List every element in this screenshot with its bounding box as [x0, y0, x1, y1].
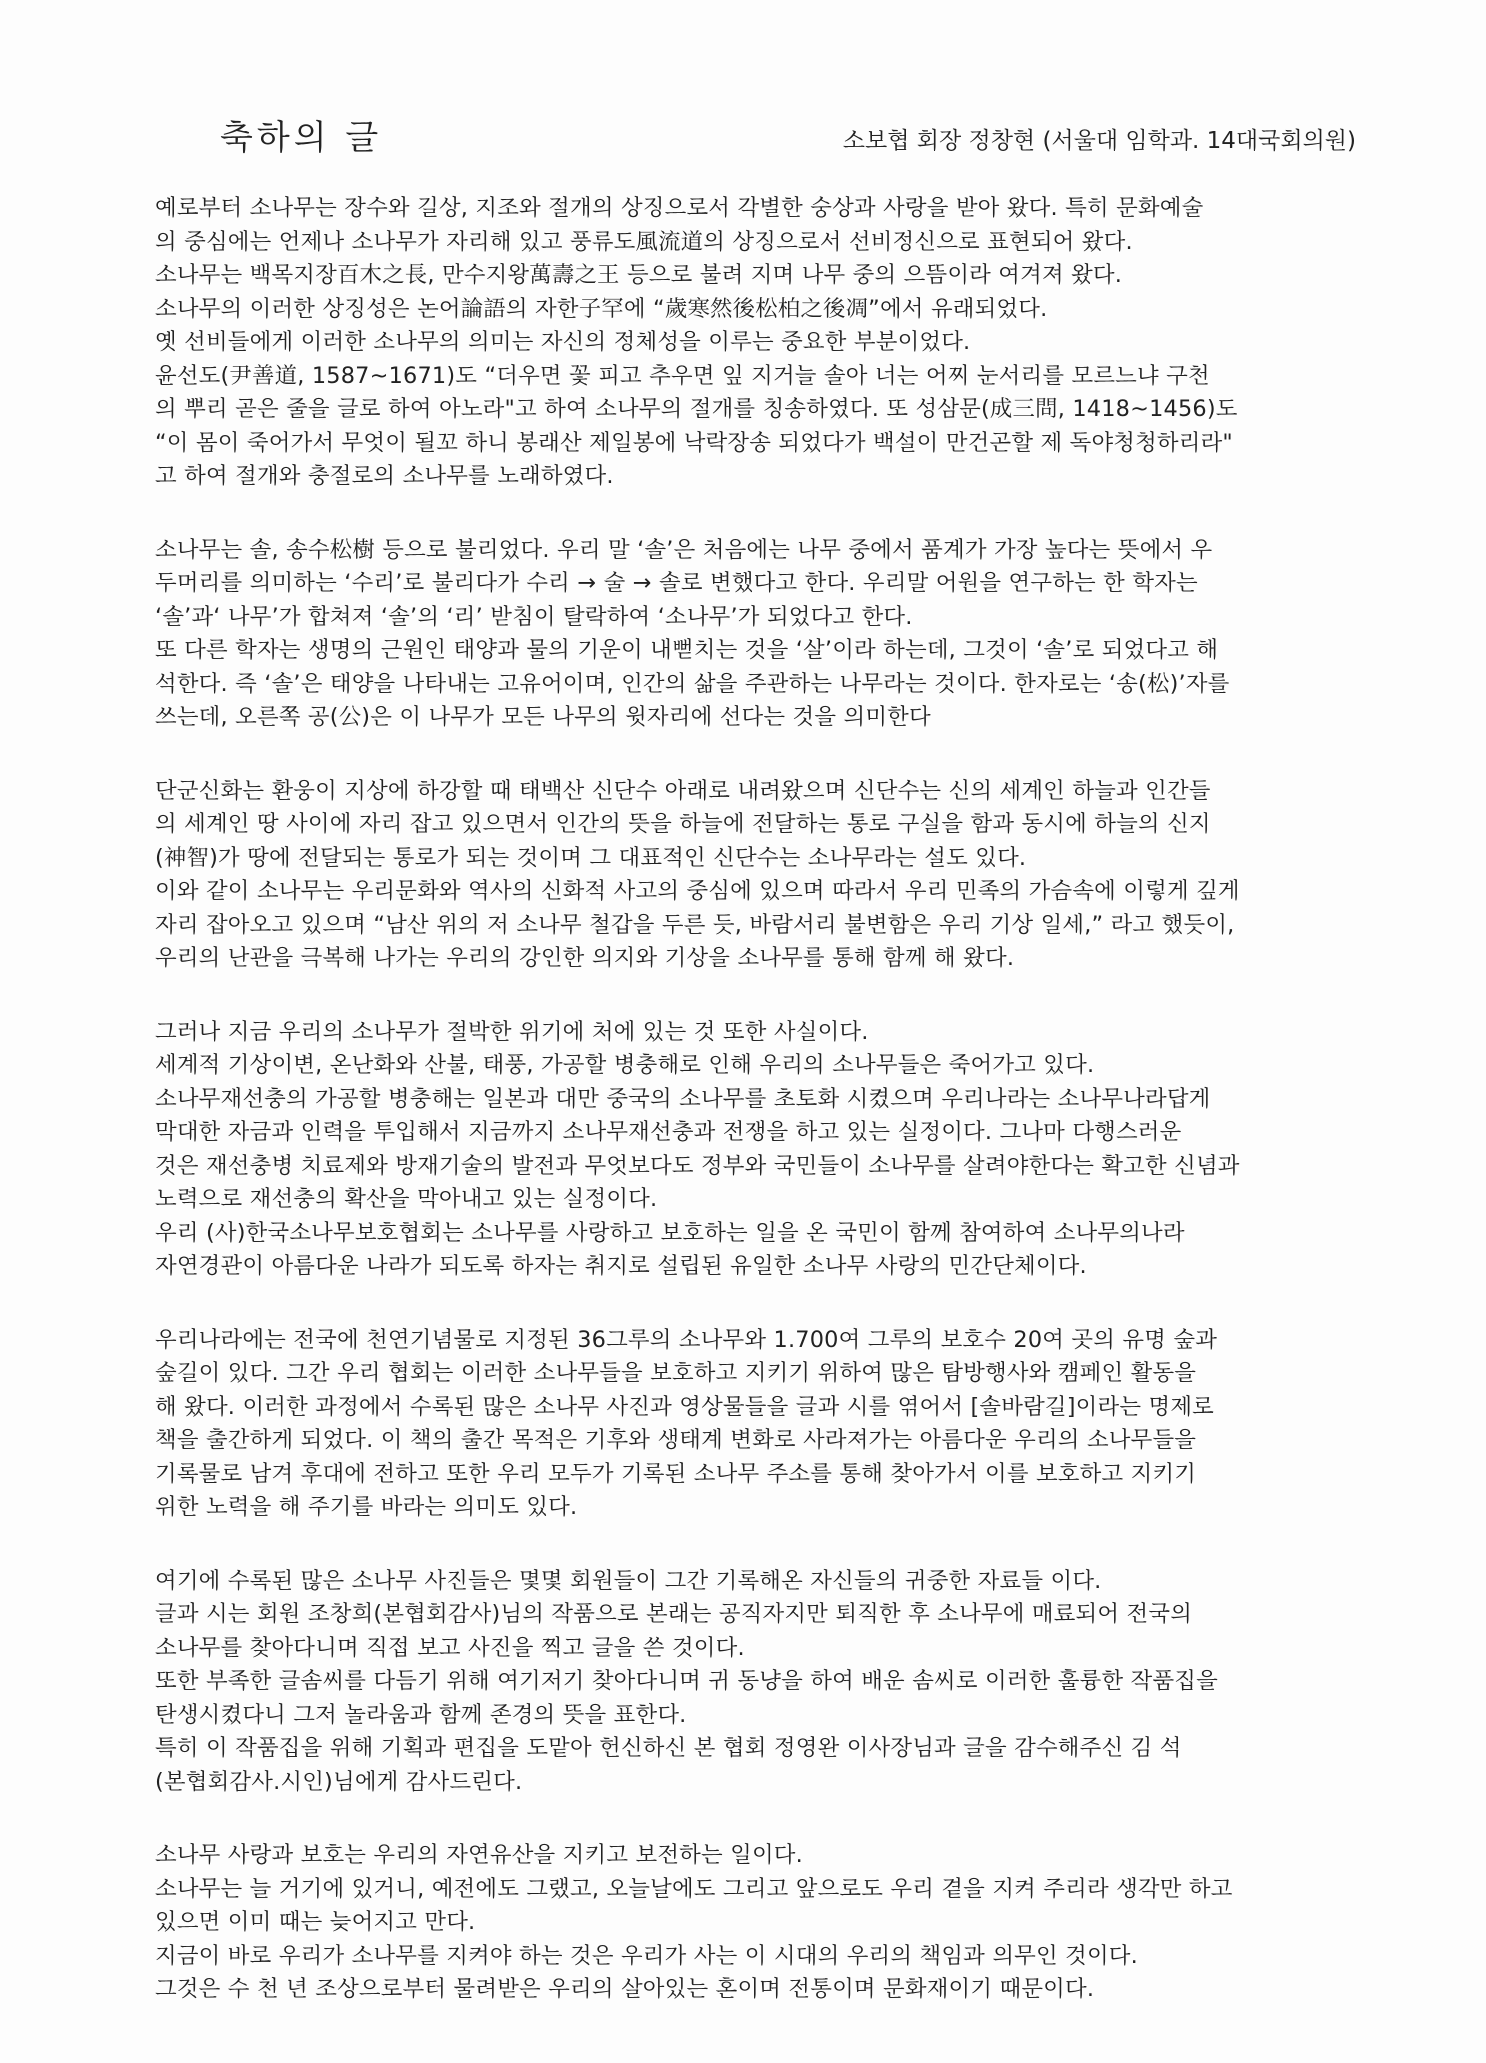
- document-title: 축하의 글: [220, 118, 383, 158]
- text-line: 소나무는 솔, 송수松樹 등으로 불리었다. 우리 말 ‘솔’은 처음에는 나무 중에서 품계가 가장 높다는 뜻에서 우: [155, 536, 1213, 563]
- text-line: 숲길이 있다. 그간 우리 협회는 이러한 소나무들을 보호하고 지키기 위하여 많은 탐방행사와 캠페인 활동을: [155, 1360, 1197, 1386]
- text-line: 세계적 기상이변, 온난화와 산불, 태풍, 가공할 병충해로 인해 우리의 소나무들은 죽어가고 있다.: [155, 1052, 1095, 1078]
- text-line: 석한다. 즉 ‘솔’은 태양을 나타내는 고유어이며, 인간의 삶을 주관하는 나무라는 것이다. 한자로는 ‘송(松)’자를: [155, 670, 1230, 697]
- text-line: 쓰는데, 오른쪽 공(公)은 이 나무가 모든 나무의 윗자리에 선다는 것을 의미한다: [155, 704, 931, 730]
- text-line: 소나무는 늘 거기에 있거니, 예전에도 그랬고, 오늘날에도 그리고 앞으로도 우리 곁을 지켜 주리라 생각만 하고: [155, 1875, 1233, 1902]
- paragraph: [155, 1565, 1395, 1800]
- text-line: 우리나라에는 전국에 천연기념물로 지정된 36그루의 소나무와 1.700여 그루의 보호수 20여 곳의 유명 숲과: [155, 1326, 1218, 1353]
- text-line: 단군신화는 환웅이 지상에 하강할 때 태백산 신단수 아래로 내려왔으며 신단수는 신의 세계인 하늘과 인간들: [155, 777, 1211, 804]
- text-line: 소나무의 이러한 상징성은 논어論語의 자한子罕에 “歲寒然後松柏之後凋”에서 유래되었다.: [155, 295, 1048, 322]
- text-line: 것은 재선충병 치료제와 방재기술의 발전과 무엇보다도 정부와 국민들이 소나무를 살려야한다는 확고한 신념과: [155, 1152, 1240, 1179]
- text-line: 소나무는 백목지장百木之長, 만수지왕萬壽之王 등으로 불려 지며 나무 중의 으뜸이라 여겨져 왔다.: [155, 262, 1123, 288]
- paragraph: [155, 1324, 1395, 1525]
- text-line: ‘솔’과‘ 나무’가 합쳐져 ‘솔’의 ‘리’ 받침이 탈락하여 ‘소나무’가 되었다고 한다.: [155, 603, 913, 630]
- text-line: (본협회감사.시인)님에게 감사드린다.: [155, 1768, 523, 1795]
- paragraph: [155, 192, 1395, 494]
- text-line: 소나무 사랑과 보호는 우리의 자연유산을 지키고 보전하는 일이다.: [155, 1842, 803, 1868]
- text-line: 글과 시는 회원 조창희(본협회감사)님의 작품으로 본래는 공직자지만 퇴직한 후 소나무에 매료되어 전국의: [155, 1601, 1193, 1627]
- paragraph: [155, 1016, 1395, 1284]
- paragraph: [155, 1839, 1395, 2007]
- text-line: 이와 같이 소나무는 우리문화와 역사의 신화적 사고의 중심에 있으며 따라서 우리 민족의 가슴속에 이렇게 깊게: [155, 878, 1240, 904]
- text-line: 막대한 자금과 인력을 투입해서 지금까지 소나무재선충과 전쟁을 하고 있는 실정이다. 그나마 다행스러운: [155, 1119, 1182, 1145]
- text-line: 그것은 수 천 년 조상으로부터 물려받은 우리의 살아있는 혼이며 전통이며 문화재이기 때문이다.: [155, 1976, 1095, 2002]
- text-line: 우리의 난관을 극복해 나가는 우리의 강인한 의지와 기상을 소나무를 통해 함께 해 왔다.: [155, 945, 1015, 971]
- text-line: 또 다른 학자는 생명의 근원인 태양과 물의 기운이 내뻗치는 것을 ‘살’이라 하는데, 그것이 ‘솔’로 되었다고 해: [155, 637, 1219, 663]
- text-line: 위한 노력을 해 주기를 바라는 의미도 있다.: [155, 1494, 578, 1520]
- text-line: 그러나 지금 우리의 소나무가 절박한 위기에 처에 있는 것 또한 사실이다.: [155, 1018, 869, 1045]
- text-line: 소나무재선충의 가공할 병충해는 일본과 대만 중국의 소나무를 초토화 시켰으며 우리나라는 소나무나라답게: [155, 1085, 1211, 1112]
- text-line: 우리 (사)한국소나무보호협회는 소나무를 사랑하고 보호하는 일을 온 국민이 함께 참여하여 소나무의나라: [155, 1219, 1185, 1246]
- text-line: 지금이 바로 우리가 소나무를 지켜야 하는 것은 우리가 사는 이 시대의 우리의 책임과 의무인 것이다.: [155, 1942, 1138, 1969]
- paragraph: [155, 534, 1395, 735]
- text-line: 탄생시켰다니 그저 놀라움과 함께 존경의 뜻을 표한다.: [155, 1701, 687, 1728]
- text-line: 자리 잡아오고 있으며 “남산 위의 저 소나무 철갑을 두른 듯, 바람서리 불변함은 우리 기상 일세,” 라고 했듯이,: [155, 911, 1235, 938]
- text-line: 자연경관이 아름다운 나라가 되도록 하자는 취지로 설립된 유일한 소나무 사랑의 민간단체이다.: [155, 1253, 1087, 1279]
- text-line: 책을 출간하게 되었다. 이 책의 출간 목적은 기후와 생태계 변화로 사라져가는 아름다운 우리의 소나무들을: [155, 1427, 1197, 1453]
- document-body: [155, 192, 1395, 2043]
- text-line: 고 하여 절개와 충절로의 소나무를 노래하였다.: [155, 463, 614, 489]
- text-line: 또한 부족한 글솜씨를 다듬기 위해 여기저기 찾아다니며 귀 동냥을 하여 배운 솜씨로 이러한 훌륭한 작품집을: [155, 1668, 1218, 1694]
- text-line: 의 중심에는 언제나 소나무가 자리해 있고 풍류도風流道의 상징으로서 선비정신으로 표현되어 왔다.: [155, 228, 1133, 255]
- text-line: 옛 선비들에게 이러한 소나무의 의미는 자신의 정체성을 이루는 중요한 부분이었다.: [155, 329, 971, 355]
- text-line: 윤선도(尹善道, 1587~1671)도 “더우면 꽃 피고 추우면 잎 지거늘 솔아 너는 어찌 눈서리를 모르느냐 구천: [155, 362, 1210, 389]
- text-line: 여기에 수록된 많은 소나무 사진들은 몇몇 회원들이 그간 기록해온 자신들의 귀중한 자료들 이다.: [155, 1567, 1102, 1594]
- text-line: 기록물로 남겨 후대에 전하고 또한 우리 모두가 기록된 소나무 주소를 통해 찾아가서 이를 보호하고 지키기: [155, 1460, 1197, 1487]
- text-line: 예로부터 소나무는 장수와 길상, 지조와 절개의 상징으로서 각별한 숭상과 사랑을 받아 왔다. 특히 문화예술: [155, 195, 1204, 221]
- text-line: 노력으로 재선충의 확산을 막아내고 있는 실정이다.: [155, 1186, 658, 1212]
- paragraph: [155, 775, 1395, 976]
- text-line: 의 세계인 땅 사이에 자리 잡고 있으면서 인간의 뜻을 하늘에 전달하는 통로 구실을 함과 동시에 하늘의 신지: [155, 811, 1211, 837]
- text-line: 의 뿌리 곧은 줄을 글로 하여 아노라"고 하여 소나무의 절개를 칭송하였다. 또 성삼문(成三問, 1418~1456)도: [155, 396, 1238, 422]
- text-line: 있으면 이미 때는 늦어지고 만다.: [155, 1909, 476, 1935]
- text-line: 특히 이 작품집을 위해 기획과 편집을 도맡아 헌신하신 본 협회 정영완 이사장님과 글을 감수해주신 김 석: [155, 1735, 1182, 1761]
- text-line: “이 몸이 죽어가서 무엇이 될꼬 하니 봉래산 제일봉에 낙락장송 되었다가 백설이 만건곤할 제 독야청청하리라": [155, 429, 1233, 456]
- text-line: 소나무를 찾아다니며 직접 보고 사진을 찍고 글을 쓴 것이다.: [155, 1634, 745, 1661]
- text-line: 해 왔다. 이러한 과정에서 수록된 많은 소나무 사진과 영상물들을 글과 시를 엮어서 [솔바람길]이라는 명제로: [155, 1393, 1214, 1420]
- document-header: [220, 110, 1356, 170]
- text-line: (神智)가 땅에 전달되는 통로가 되는 것이며 그 대표적인 신단수는 소나무라는 설도 있다.: [155, 844, 1027, 871]
- author-line: 소보협 회장 정창현 (서울대 임학과. 14대국회의원): [842, 128, 1356, 154]
- text-line: 두머리를 의미하는 ‘수리’로 불리다가 수리 → 술 → 솔로 변했다고 한다. 우리말 어원을 연구하는 한 학자는: [155, 570, 1198, 596]
